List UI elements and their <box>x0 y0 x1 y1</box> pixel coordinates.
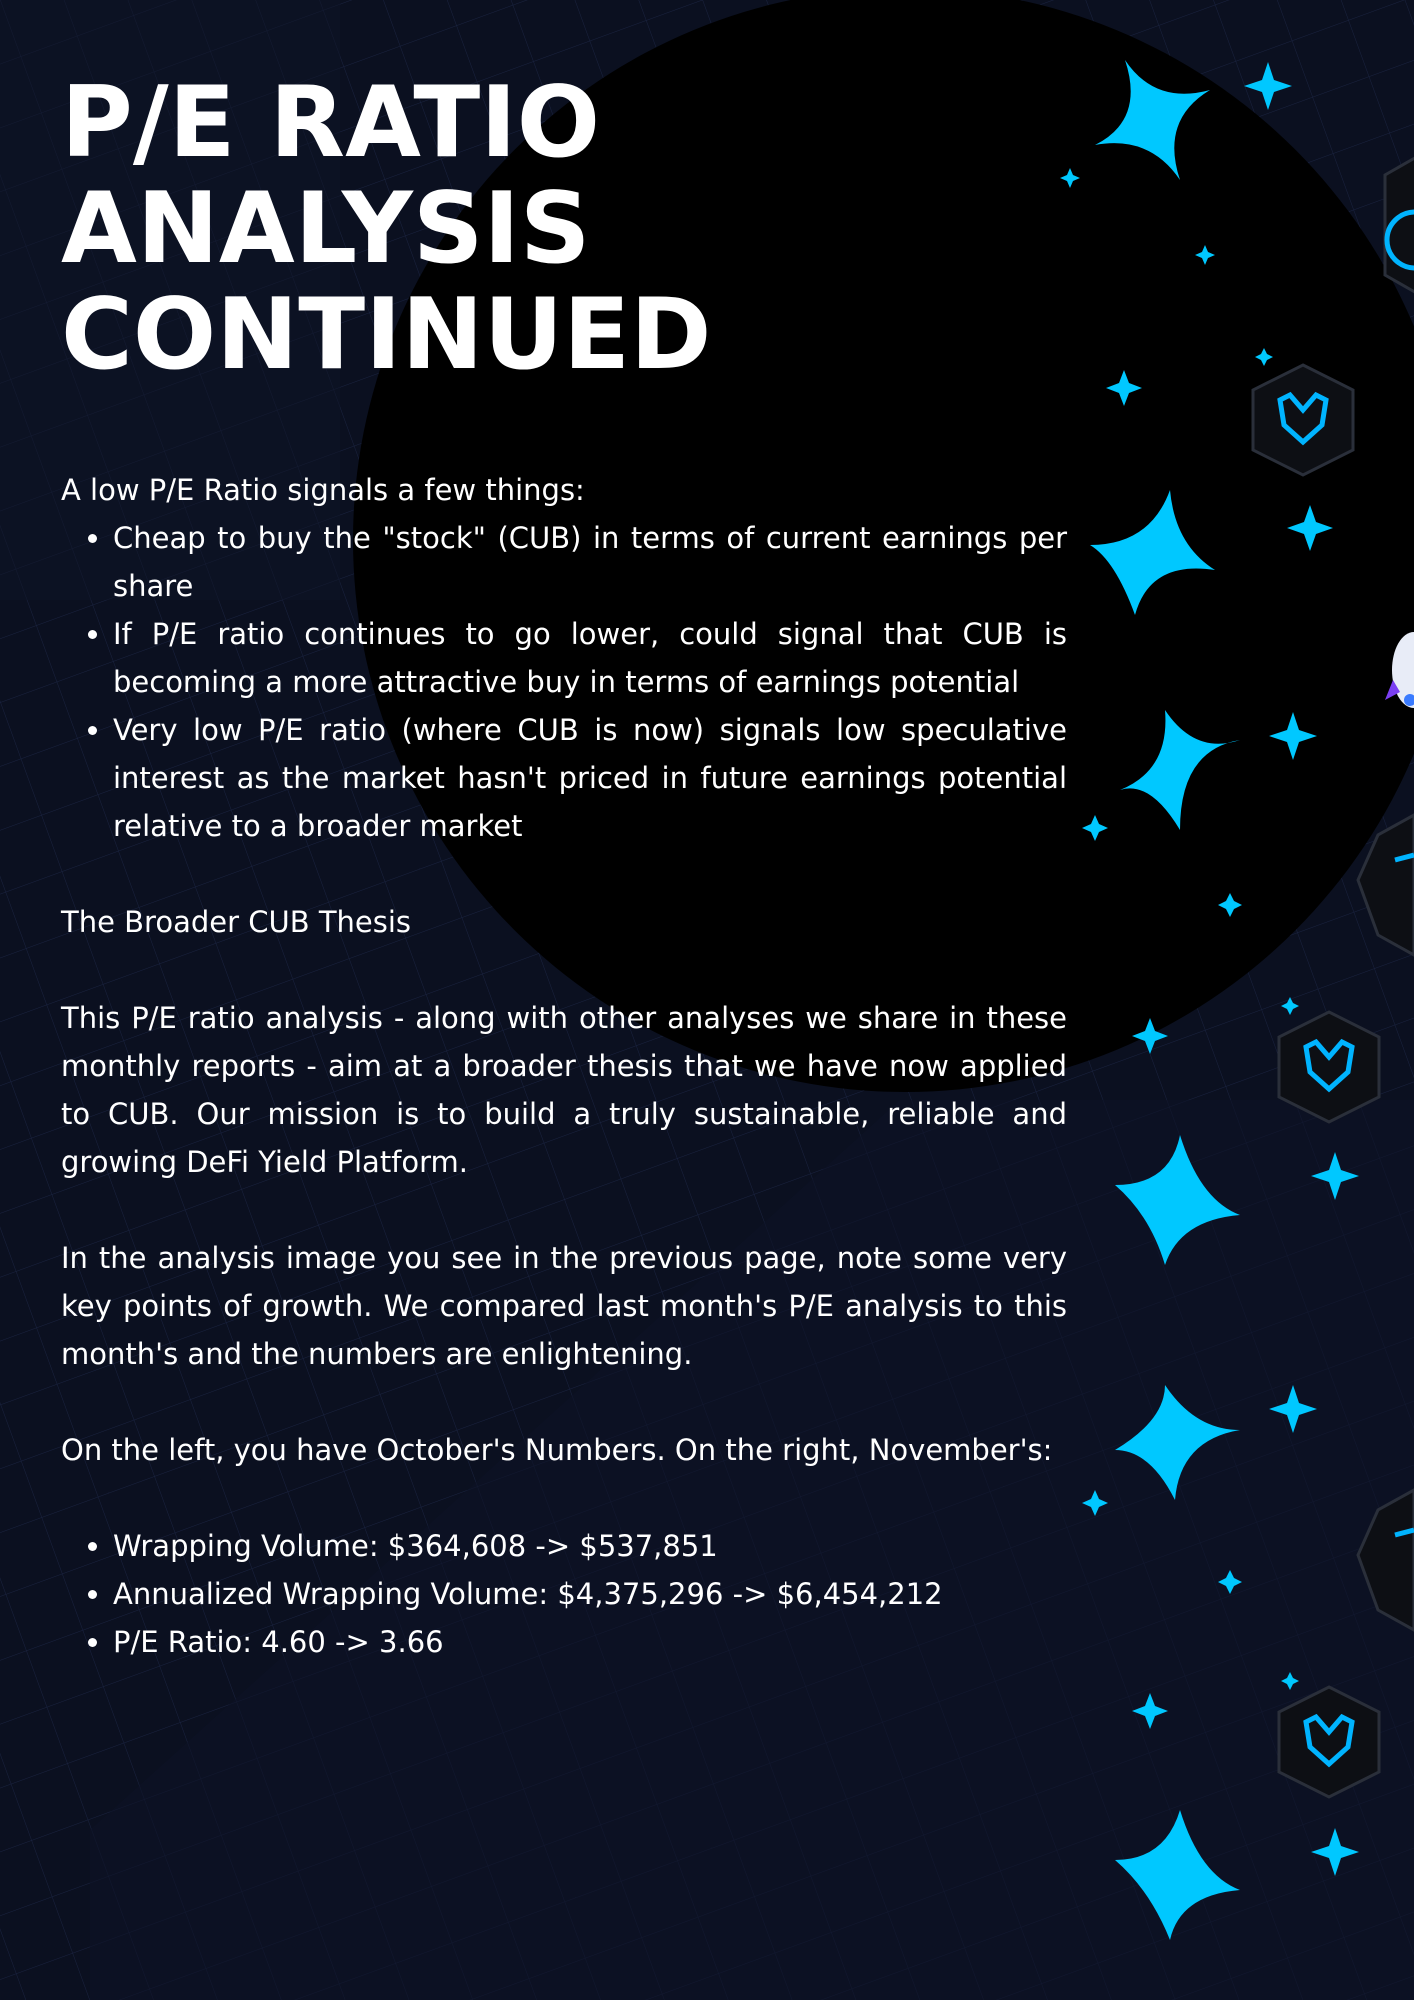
metric-value: : 4.60 -> 3.66 <box>242 1625 444 1659</box>
panther-badge-icon <box>1385 155 1414 295</box>
panther-badge-icon <box>1279 1012 1379 1122</box>
sparkle-icon <box>1115 1810 1240 1940</box>
sparkle-icon <box>1269 1385 1317 1433</box>
panther-badge-icon <box>1253 365 1353 475</box>
panther-badge-icon <box>1358 1490 1414 1630</box>
sparkle-icon <box>1218 1570 1242 1594</box>
title-line-2: CONTINUED <box>61 278 712 392</box>
title-line-1: P/E RATIO ANALYSIS <box>61 66 600 286</box>
signals-list <box>61 514 1067 850</box>
intro-text: A low P/E Ratio signals a few things: <box>61 473 585 507</box>
list-item: • Cheap to buy the "stock" (CUB) in terms of current earnings per share <box>113 514 1067 610</box>
sparkle-icon <box>1115 1385 1240 1500</box>
sparkle-icon <box>1281 1672 1299 1690</box>
panther-badge-icon <box>1279 1687 1379 1797</box>
metric-label: P/E Ratio <box>113 1625 243 1659</box>
sparkle-icon <box>1311 1152 1359 1200</box>
page-title <box>61 66 1067 392</box>
analysis-paragraph: In the analysis image you see in the previous page, note some very key points of growth. We compared last month's P/E analysis to this month's and the numbers are enlightening. <box>61 1241 1067 1371</box>
list-item: • If P/E ratio continues to go lower, could signal that CUB is becoming a more attractive buy in terms of earnings potential <box>113 610 1067 706</box>
sparkle-icon <box>1132 1693 1168 1729</box>
metric-item <box>113 1522 1067 1570</box>
metric-label: Annualized Wrapping Volume <box>113 1577 539 1611</box>
thesis-paragraph: This P/E ratio analysis - along with other analyses we share in these monthly reports - aim at a broader thesis that we have now applied to CUB. Our mission is to build a truly sustainable, reliable and growing DeFi Yield Platform. <box>61 1001 1067 1179</box>
metric-value: : $4,375,296 -> $6,454,212 <box>538 1577 943 1611</box>
metric-label: Wrapping Volume <box>113 1529 369 1563</box>
metric-item <box>113 1618 1067 1666</box>
metric-item <box>113 1570 1067 1618</box>
comparison-paragraph: On the left, you have October's Numbers. On the right, November's: <box>61 1433 1053 1467</box>
sparkle-icon <box>1281 997 1299 1015</box>
sparkle-icon <box>1115 1135 1240 1265</box>
thesis-heading: The Broader CUB Thesis <box>61 905 412 939</box>
metric-value: : $364,608 -> $537,851 <box>368 1529 718 1563</box>
body-text <box>61 466 1067 1666</box>
metrics-list <box>61 1522 1067 1666</box>
sparkle-icon <box>1082 1490 1108 1516</box>
page-content <box>61 66 1067 1666</box>
sparkle-icon <box>1311 1828 1359 1876</box>
list-item: • Very low P/E ratio (where CUB is now) signals low speculative interest as the market hasn't priced in future earnings potential relative to a broader market <box>113 706 1067 850</box>
